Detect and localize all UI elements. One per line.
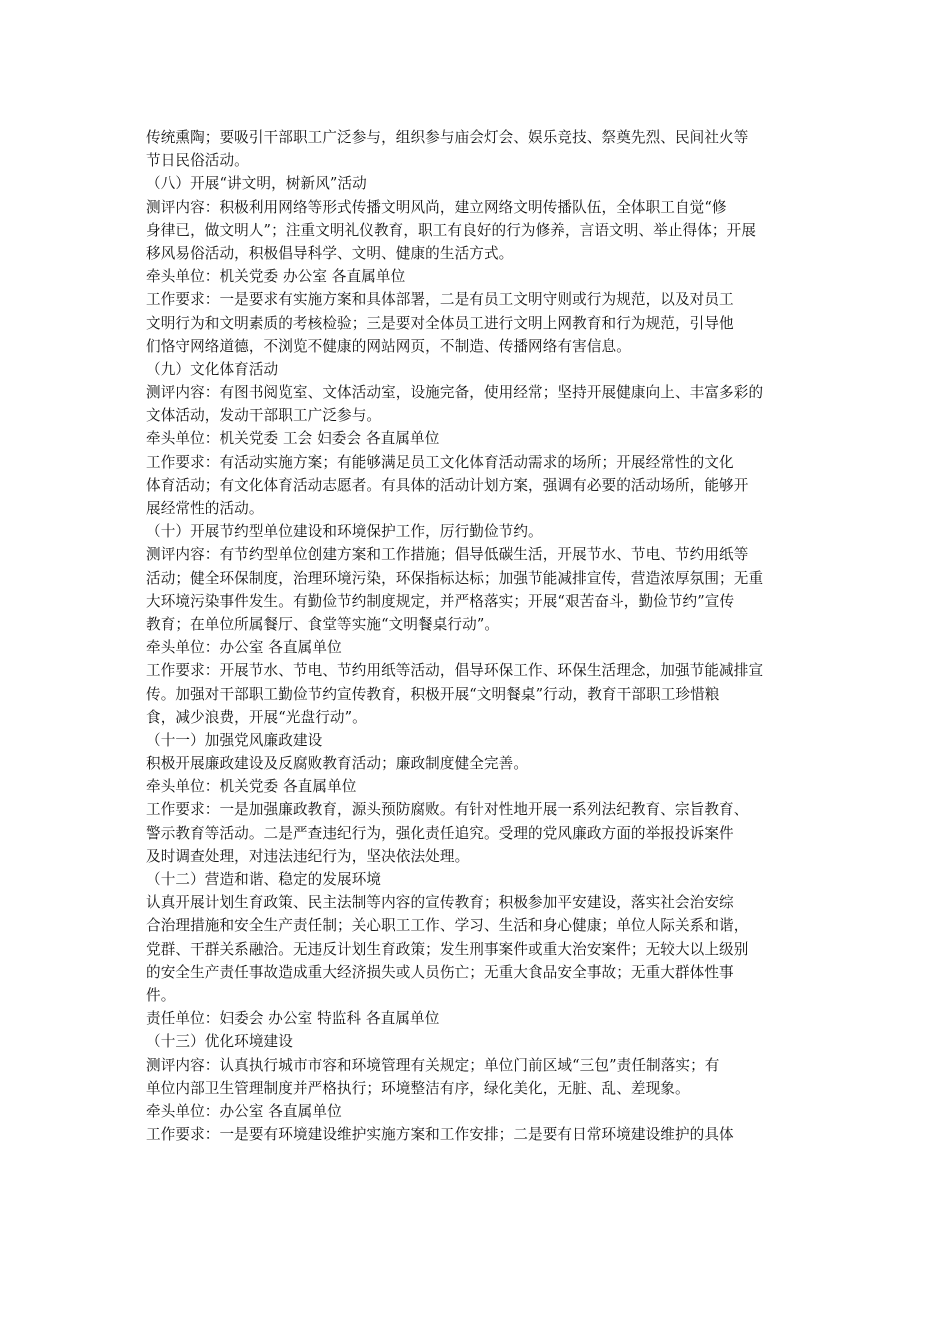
- text-line: （十）开展节约型单位建设和环境保护工作，厉行勤俭节约。: [146, 523, 543, 541]
- text-line: 件。: [146, 986, 176, 1004]
- document-body: [146, 126, 816, 1146]
- text-line: 测评内容：认真执行城市市容和环境管理有关规定；单位门前区域“三包”责任制落实；有: [146, 1056, 720, 1074]
- text-line: 食，减少浪费，开展“光盘行动”。: [146, 708, 367, 726]
- text-line: 的安全生产责任事故造成重大经济损失或人员伤亡；无重大食品安全事故；无重大群体性事: [146, 963, 734, 981]
- text-line: 牵头单位：办公室 各直属单位: [146, 1102, 342, 1120]
- text-line: 活动；健全环保制度，治理环境污染，环保指标达标；加强节能减排宣传，营造浓厚氛围；无重: [146, 569, 764, 587]
- text-line: （十三）优化环境建设: [146, 1033, 293, 1051]
- text-line: 传。加强对干部职工勤俭节约宣传教育，积极开展“文明餐桌”行动，教育干部职工珍惜粮: [146, 685, 720, 703]
- text-line: 警示教育等活动。二是严查违纪行为，强化责任追究。受理的党风廉政方面的举报投诉案件: [146, 824, 734, 842]
- text-line: 节日民俗活动。: [146, 152, 249, 170]
- text-line: 及时调查处理，对违法违纪行为，坚决依法处理。: [146, 847, 470, 865]
- text-line: 们恪守网络道德，不浏览不健康的网站网页，不制造、传播网络有害信息。: [146, 337, 631, 355]
- text-line: 测评内容：有图书阅览室、文体活动室，设施完备，使用经常；坚持开展健康向上、丰富多彩的: [146, 384, 764, 402]
- text-line: 教育；在单位所属餐厅、食堂等实施“文明餐桌行动”。: [146, 615, 500, 633]
- text-line: 测评内容：有节约型单位创建方案和工作措施；倡导低碳生活，开展节水、节电、节约用纸等: [146, 546, 749, 564]
- text-line: 牵头单位：机关党委 办公室 各直属单位: [146, 268, 406, 286]
- text-line: 牵头单位：机关党委 工会 妇委会 各直属单位: [146, 430, 440, 448]
- text-line: 身律已，做文明人”；注重文明礼仪教育，职工有良好的行为修养，言语文明、举止得体；开展: [146, 221, 757, 239]
- text-line: 单位内部卫生管理制度并严格执行；环境整洁有序，绿化美化，无脏、乱、差现象。: [146, 1079, 690, 1097]
- text-line: 工作要求：一是要求有实施方案和具体部署，二是有员工文明守则或行为规范，以及对员工: [146, 291, 734, 309]
- text-line: 测评内容：积极利用网络等形式传播文明风尚，建立网络文明传播队伍，全体职工自觉“修: [146, 198, 727, 216]
- text-line: （八）开展“讲文明，树新风”活动: [146, 175, 367, 193]
- text-line: 牵头单位：办公室 各直属单位: [146, 639, 342, 657]
- text-line: （九）文化体育活动: [146, 360, 279, 378]
- text-line: 工作要求：一是加强廉政教育，源头预防腐败。有针对性地开展一系列法纪教育、宗旨教育、: [146, 801, 749, 819]
- text-line: 体育活动；有文化体育活动志愿者。有具体的活动计划方案，强调有必要的活动场所，能够开: [146, 476, 749, 494]
- text-line: 合治理措施和安全生产责任制；关心职工工作、学习、生活和身心健康；单位人际关系和谐，: [146, 917, 749, 935]
- text-line: 展经常性的活动。: [146, 500, 264, 517]
- text-line: 移风易俗活动，积极倡导科学、文明、健康的生活方式。: [146, 244, 514, 262]
- text-line: 工作要求：开展节水、节电、节约用纸等活动，倡导环保工作、环保生活理念，加强节能减排宣: [146, 662, 764, 680]
- text-line: 文明行为和文明素质的考核检验；三是要对全体员工进行文明上网教育和行为规范，引导他: [146, 314, 734, 332]
- text-line: 党群、干群关系融洽。无违反计划生育政策；发生刑事案件或重大治安案件；无较大以上级别: [146, 940, 749, 958]
- text-line: 认真开展计划生育政策、民主法制等内容的宣传教育；积极参加平安建设，落实社会治安综: [146, 894, 734, 912]
- text-line: 工作要求：有活动实施方案；有能够满足员工文化体育活动需求的场所；开展经常性的文化: [146, 453, 734, 471]
- text-line: 传统熏陶；要吸引干部职工广泛参与，组织参与庙会灯会、娱乐竞技、祭奠先烈、民间社火等: [146, 129, 749, 146]
- text-line: （十二）营造和谐、稳定的发展环境: [146, 871, 382, 888]
- text-line: 牵头单位：机关党委 各直属单位: [146, 778, 357, 796]
- text-line: 大环境污染事件发生。有勤俭节约制度规定，并严格落实；开展“艰苦奋斗，勤俭节约”宣传: [146, 592, 735, 610]
- text-line: 积极开展廉政建设及反腐败教育活动；廉政制度健全完善。: [146, 755, 529, 773]
- text-line: （十一）加强党风廉政建设: [146, 731, 323, 749]
- text-line: 责任单位：妇委会 办公室 特监科 各直属单位: [146, 1010, 440, 1028]
- text-line: 工作要求：一是要有环境建设维护实施方案和工作安排；二是要有日常环境建设维护的具体: [146, 1126, 734, 1144]
- text-line: 文体活动，发动干部职工广泛参与。: [146, 407, 382, 425]
